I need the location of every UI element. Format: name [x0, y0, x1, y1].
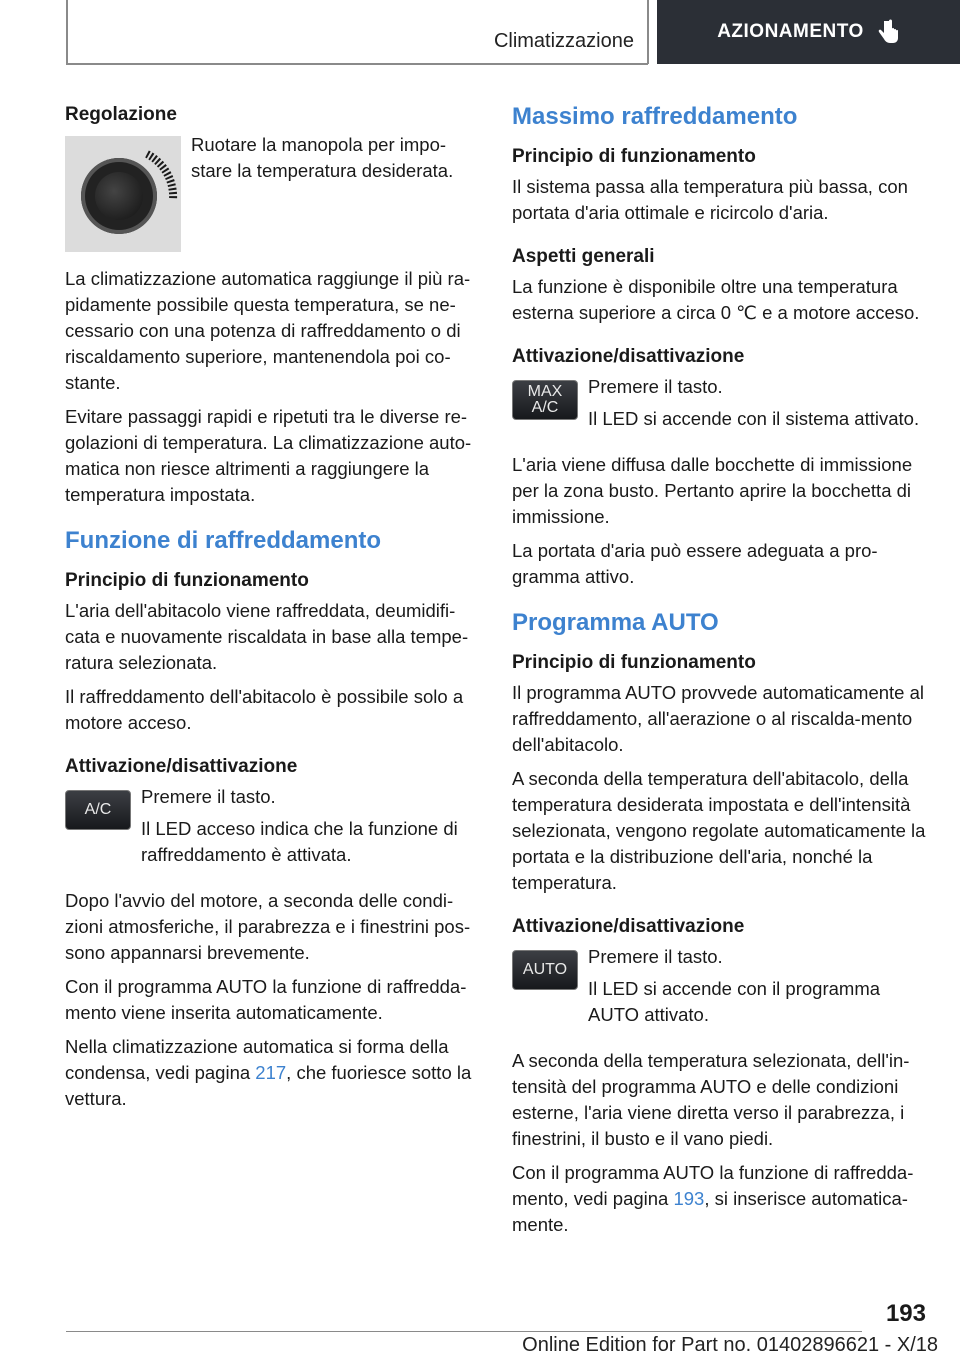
paragraph: Il sistema passa alla temperatura più bassa, con portata d'aria ottimale e ricircolo d'aria. [512, 176, 908, 223]
section-tab [657, 0, 960, 64]
led-note: Il LED si accende con il sistema attivato. [588, 408, 920, 429]
press-instruction: Premere il tasto. [588, 376, 723, 397]
chapter-title: Climatizzazione [493, 30, 634, 52]
header-rule [66, 63, 648, 65]
press-instruction: Premere il tasto. [141, 786, 276, 807]
ac-label: A/C [531, 399, 559, 416]
ac-button-label: A/C [84, 801, 112, 818]
paragraph: La portata d'aria può essere adeguata a pro-gramma attivo. [512, 540, 878, 587]
subheading: Principio di funzionamento [512, 652, 756, 673]
paragraph: A seconda della temperatura selezionata, dell'in-tensità del programma AUTO e delle condizioni esterne, l'aria viene diretta verso il parabrezza, i finestrini, il busto e il vano piedi. [512, 1050, 910, 1149]
header-right-border [647, 0, 649, 64]
paragraph: Con il programma AUTO la funzione di raffredda-mento, vedi pagina 193, si inserisce automatica-mente. [512, 1162, 914, 1235]
paragraph: La funzione è disponibile oltre una temperatura esterna superiore a circa 0 ℃ e a motore acceso. [512, 276, 920, 323]
edition-footer: Online Edition for Part no. 01402896621 - X/18 [522, 1334, 938, 1356]
subheading: Aspetti generali [512, 246, 655, 267]
left-column [65, 102, 477, 1120]
hand-pointer-icon [876, 19, 900, 45]
subheading: Attivazione/disattivazione [512, 346, 745, 367]
temperature-knob-image [65, 136, 181, 252]
press-instruction: Premere il tasto. [588, 946, 723, 967]
auto-button-image [512, 950, 578, 990]
max-ac-button-image [512, 380, 578, 420]
max-ac-button-figure [512, 374, 928, 438]
page-number: 193 [885, 1300, 926, 1327]
paragraph: L'aria viene diffusa dalle bocchette di immissione per la zona busto. Pertanto aprire la bocchetta di immissione. [512, 454, 913, 527]
paragraph: L'aria dell'abitacolo viene raffreddata, deumidifi-cata e nuovamente riscaldata in base alla tempe-ratura selezionata. [65, 600, 469, 673]
led-note: Il LED acceso indica che la funzione di raffreddamento è attivata. [141, 818, 458, 865]
page-link-193[interactable]: 193 [673, 1188, 705, 1209]
subheading: Principio di funzionamento [65, 570, 309, 591]
subheading: Principio di funzionamento [512, 146, 756, 167]
paragraph: Evitare passaggi rapidi e ripetuti tra le diverse re-golazioni di temperatura. La climatizzazione auto-matica non riesce altrimenti a raggiungere la temperatura impostata. [65, 406, 472, 505]
paragraph: Nella climatizzazione automatica si forma della condensa, vedi pagina 217, che fuoriesce sotto la vettura. [65, 1036, 472, 1109]
led-note: Il LED si accende con il programma AUTO attivato. [588, 978, 881, 1025]
auto-button-figure [512, 944, 928, 1034]
regolazione-heading: Regolazione [65, 104, 177, 125]
auto-label: AUTO [522, 961, 568, 978]
footer-rule [66, 1331, 862, 1332]
ac-button-image [65, 790, 131, 830]
knob-icon [81, 158, 157, 234]
max-label: MAX [527, 383, 563, 400]
knob-figure [65, 132, 477, 252]
paragraph: Il programma AUTO provvede automaticamente al raffreddamento, all'aerazione o al riscalda-mento dell'abitacolo. [512, 682, 924, 755]
section-title: Massimo raffreddamento [512, 103, 798, 130]
right-column [512, 102, 928, 1246]
subheading: Attivazione/disattivazione [512, 916, 745, 937]
page-link-217[interactable]: 217 [255, 1062, 287, 1083]
knob-caption: Ruotare la manopola per impo-stare la temperatura desiderata. [191, 134, 454, 181]
section-title: Programma AUTO [512, 609, 719, 636]
paragraph: Con il programma AUTO la funzione di raffredda-mento viene inserita automaticamente. [65, 976, 467, 1023]
paragraph: La climatizzazione automatica raggiunge il più ra-pidamente possibile questa temperatura, se ne-cessario con una potenza di raffreddamento o di riscaldamento superiore, mantenendola poi co-stante. [65, 268, 471, 393]
paragraph: Dopo l'avvio del motore, a seconda delle condi-zioni atmosferiche, il parabrezza e i finestrini pos-sono appannarsi brevemente. [65, 890, 471, 963]
section-tab-label: AZIONAMENTO [717, 21, 864, 42]
header-left-border [66, 0, 68, 64]
paragraph: Il raffreddamento dell'abitacolo è possibile solo a motore acceso. [65, 686, 464, 733]
section-title: Funzione di raffreddamento [65, 527, 382, 554]
ac-button-figure [65, 784, 477, 874]
subheading: Attivazione/disattivazione [65, 756, 298, 777]
paragraph: A seconda della temperatura dell'abitacolo, della temperatura desiderata impostata e dell'intensità selezionata, vengono regolate automaticamente la portata e la distribuzione dell'aria, nonché la temperatura. [512, 768, 926, 893]
